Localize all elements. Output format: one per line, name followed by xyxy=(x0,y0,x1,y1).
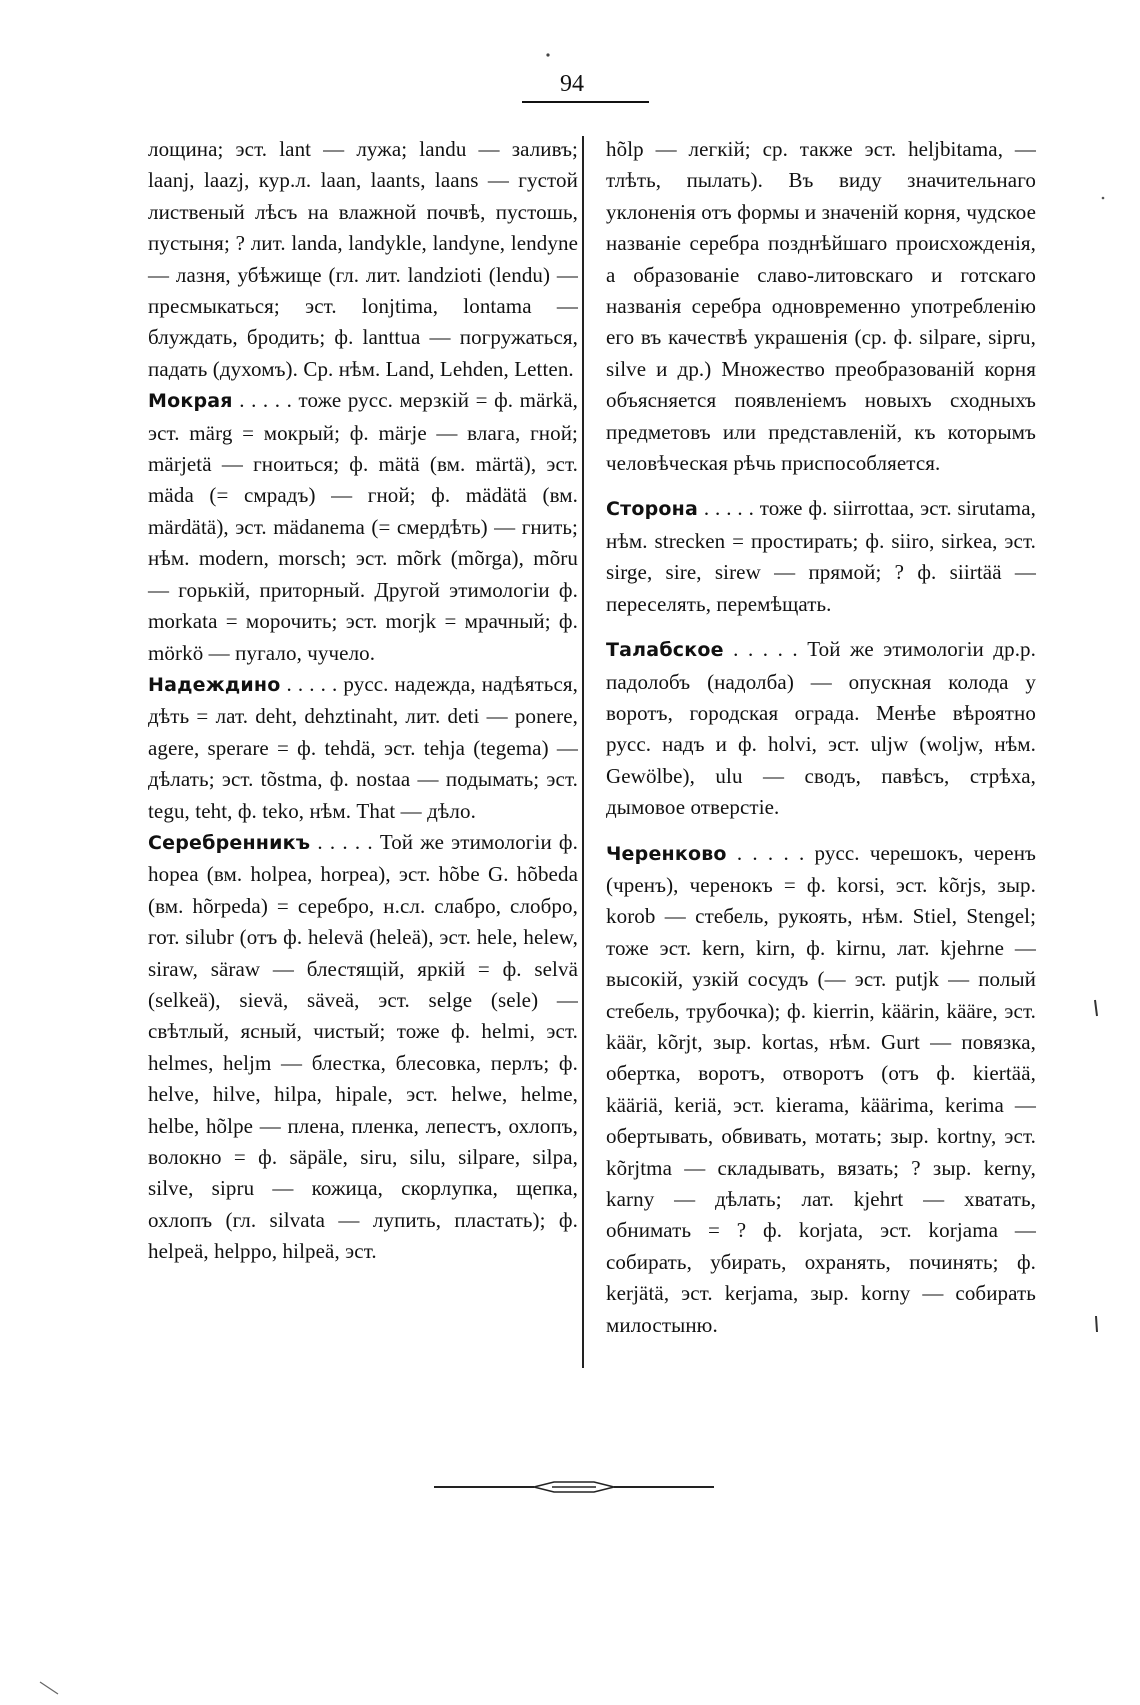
speck xyxy=(1102,197,1105,200)
entry-headword: Надеждино xyxy=(148,673,281,696)
entry-text: . . . . . русс. надежда, надѣяться, дѣть = лат. deht, dehztinaht, лит. deti — ponere, agere, sperare = ф. tehdä, эст. tehja (tegema) — дѣлать; эст. tõstma, ф. nostaa — подымать; эст. tegu, teht, ф. teko, нѣм. That — дѣло. xyxy=(148,671,578,823)
page-number: 94 xyxy=(560,71,584,97)
entry-text: . . . . . тоже ф. siirrottaa, эст. sirutama, нѣм. strecken = простирать; ф. siiro, sirkea, эст. sirge, sire, sirew — прямой; ? ф. siirtää — переселять, перемѣщать. xyxy=(606,496,1036,616)
entry-text: . . . . . тоже русс. мерзкій = ф. märkä, эст. märg = мокрый; ф. märje — влага, гной; märjetä — гноиться; ф. mätä (вм. märtä), эст. mäda (= смрадъ) — гной; ф. mädätä (вм. märdätä), эст. mädanema (= смердѣть) — гнить; нѣм. modern, morsch; эст. mõrk (mõrga), mõru — горькій, приторный. Другой этимологіи ф. morkata = морочить; эст. morjk = мрачный; ф. mörkö — пугало, чучело. xyxy=(148,388,578,665)
entry-text: hõlp — легкій; ср. также эст. heljbitama, — тлѣть, пылать). Въ виду значительнаго уклоненія отъ формы и значеній корня, чудское названіе серебра позднѣйшаго происхожденія, а образованіе славо-литовскаго и готскаго названія серебра одновременно употребленію его въ качествѣ украшенія (ср. ф. silpare, sipru, silve и др.) Множество преобразованій корня объясняется появленіемъ новыхъ сходныхъ предметовъ или представленій, къ которымъ человѣческая рѣчь приспособляется. xyxy=(606,137,1036,476)
entry-serebrennik xyxy=(148,827,578,1268)
entry-text: . . . . . Той же этимологіи ф. hopea (вм. holpea, horpea), эст. hõbe G. hõbeda (вм. hõrpeda) = серебро, н.сл. слабро, слобро, гот. silubr (отъ ф. helevä (heleä), эст. hele, helew, siraw, säraw — блестящій, яркій = ф. selvä (selkeä), sievä, säveä, эст. selge (sele) — свѣтлый, ясный, чистый; тоже ф. helmi, эст. helmes, heljm — блестка, блесовка, перлъ; ф. helve, hilve, hilpa, hipale, эст. helwe, helme, helbe, hõlpe — плена, пленка, лепестъ, охлопъ, волокно = ф. säpäle, siru, silu, silpare, silpa, silve, sipru — кожица, скорлупка, щепка, охлопъ (гл. silvata — лупить, пластать); ф. helpeä, helppo, hilpeä, эст. xyxy=(148,829,578,1264)
left-column xyxy=(148,134,578,1268)
entry-mokraya xyxy=(148,385,578,669)
page-number-rule xyxy=(522,101,649,103)
end-ornament xyxy=(434,1476,714,1498)
entry-headword: Черенково xyxy=(606,842,727,865)
entry-continuation xyxy=(148,134,578,385)
entry-continuation xyxy=(606,134,1036,479)
speck xyxy=(40,1682,58,1694)
entry-nadezhdino xyxy=(148,669,578,827)
speck xyxy=(1095,1000,1097,1016)
entry-text: . . . . . Той же этимологіи др.р. падолобъ (надолба) — опускная колода у воротъ, городская ограда. Менѣе вѣроятно русс. надъ и ф. holvi, эст. uljw (woljw, нѣм. Gewölbe), ulu — сводъ, павѣсъ, стрѣха, дымовое отверстіе. xyxy=(606,637,1036,820)
entry-headword: Мокрая xyxy=(148,390,233,413)
entry-text: лощина; эст. lant — лужа; landu — заливъ; laanj, laazj, кур.л. laan, laants, laans — густой лиственый лѣсъ на влажной почвѣ, пустошь, пустыня; ? лит. landa, landykle, landyne, lendyne — лазня, убѣжище (гл. лит. landzioti (lendu) — пресмыкаться; эст. lonjtima, lontama — блуждать, бродить; ф. lanttua — погружаться, падать (духомъ). Ср. нѣм. Land, Lehden, Letten. xyxy=(148,137,578,381)
entry-talabskoe xyxy=(606,634,1036,823)
speck xyxy=(546,53,549,56)
entry-headword: Талабское xyxy=(606,639,724,662)
entry-headword: Серебренникъ xyxy=(148,831,311,854)
entry-storona xyxy=(606,493,1036,620)
entry-headword: Сторона xyxy=(606,498,699,521)
column-divider xyxy=(582,136,584,1368)
right-column xyxy=(606,134,1036,1341)
entry-cherenkovo xyxy=(606,838,1036,1342)
entry-text: . . . . . русс. черешокъ, черенъ (чренъ), черенокъ = ф. korsi, эст. kõrjs, зыр. korob — стебель, рукоять, нѣм. Stiel, Stengel; тоже эст. kern, kirn, ф. kirnu, лат. kjehrne — высокій, узкій сосудъ (— эст. putjk — полый стебель, трубочка); ф. kierrin, käärin, kääre, эст. käär, kõrjt, зыр. kortas, нѣм. Gurt — повязка, обертка, воротъ, отворотъ (отъ ф. kiertää, kääriä, keriä, эст. kierama, käärima, kerima — обертывать, обвивать, мотать; зыр. kortny, эст. kõrjtma — складывать, вязать; ? зыр. kerny, karny — дѣлать; лат. kjehrt — хватать, обнимать = ? ф. korjata, эст. korjama — собирать, убирать, охранять, починять; ф. kerjätä, эст. kerjama, зыр. korny — собирать милостыню. xyxy=(606,840,1036,1337)
speck xyxy=(1096,1316,1097,1332)
